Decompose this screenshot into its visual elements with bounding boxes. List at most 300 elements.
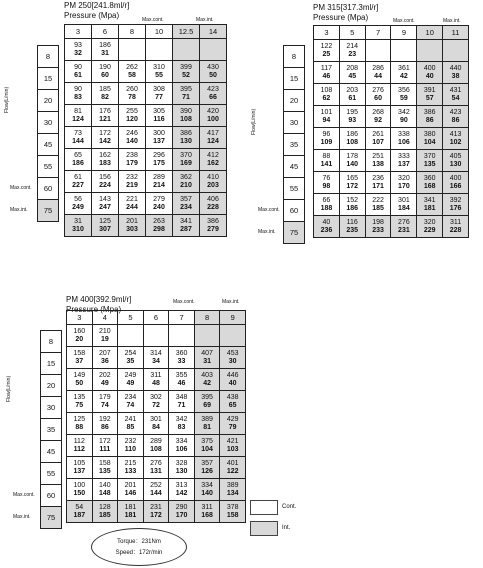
torque-value: 104: [423, 138, 436, 146]
torque-value: 240: [153, 203, 165, 211]
speed-value: 135: [73, 393, 86, 401]
speed-value: 108: [320, 86, 333, 94]
value-cell: [220, 457, 246, 479]
torque-value: 54: [451, 94, 460, 102]
value-cell: [146, 105, 173, 127]
value-cell: [417, 128, 443, 150]
value-cell: [92, 413, 118, 435]
value-cell: [169, 325, 195, 347]
torque-value: 46: [322, 72, 331, 80]
torque-value: 108: [346, 138, 359, 146]
speed-value: 31: [74, 217, 82, 225]
speed-value: 260: [126, 85, 138, 93]
speed-value: 215: [124, 459, 137, 467]
torque-value: 158: [226, 511, 239, 519]
pressure-header-cell: 6: [143, 311, 169, 325]
torque-value: 150: [73, 489, 86, 497]
speed-value: 399: [180, 63, 192, 71]
table-row: [67, 325, 246, 347]
torque-value: 137: [398, 160, 410, 168]
spec-oval: [91, 528, 187, 566]
speed-value: 234: [124, 393, 137, 401]
torque-value: 310: [72, 225, 84, 233]
torque-value: 135: [423, 160, 436, 168]
value-cell: [417, 150, 443, 172]
flow-cell: 30: [284, 112, 305, 134]
torque-value: 57: [425, 94, 434, 102]
value-cell: [143, 479, 169, 501]
value-cell: [314, 128, 340, 150]
value-cell: [119, 61, 146, 83]
value-cell: [67, 479, 93, 501]
pressure-header-cell: 6: [92, 25, 119, 39]
table-row: [67, 479, 246, 501]
table-row: [314, 84, 469, 106]
table-row: [314, 194, 469, 216]
speed-value: 446: [226, 371, 239, 379]
speed-value: 117: [320, 64, 332, 72]
torque-value: 181: [423, 204, 436, 212]
torque-value: 249: [72, 203, 84, 211]
speed-value: 289: [153, 173, 165, 181]
value-cell: [200, 193, 227, 215]
value-cell: [417, 194, 443, 216]
speed-value: 290: [175, 503, 188, 511]
torque-value: 121: [99, 115, 111, 123]
value-cell: [146, 171, 173, 193]
value-cell: [314, 84, 340, 106]
torque-value: 168: [201, 511, 213, 519]
table-row: [65, 39, 227, 61]
value-cell: [173, 193, 200, 215]
torque-value: 303: [126, 225, 138, 233]
value-cell: [443, 194, 469, 216]
value-cell: [67, 501, 93, 523]
torque-value: 185: [372, 204, 384, 212]
table-row: [67, 413, 246, 435]
pressure-header-cell: 8: [194, 311, 220, 325]
value-cell: [67, 457, 93, 479]
value-cell: [92, 39, 119, 61]
speed-value: 423: [207, 85, 219, 93]
torque-value: 144: [72, 137, 84, 145]
torque-value: 169: [180, 159, 192, 167]
speed-value: 172: [99, 437, 111, 445]
torque-value: 120: [126, 115, 138, 123]
value-cell: [92, 457, 118, 479]
value-cell: [200, 105, 227, 127]
torque-value: 140: [346, 160, 359, 168]
max-int-header: Max.int.: [222, 299, 240, 305]
speed-value: 421: [226, 437, 239, 445]
table-row: [314, 216, 469, 238]
value-cell: [173, 171, 200, 193]
torque-value: 20: [75, 335, 84, 343]
pressure-header-cell: 14: [200, 25, 227, 39]
torque-value: 58: [128, 71, 136, 79]
torque-value: 42: [203, 379, 211, 387]
value-cell: [200, 171, 227, 193]
torque-value: 23: [348, 50, 357, 58]
speed-value: 406: [207, 195, 219, 203]
value-cell: [92, 347, 118, 369]
torque-value: 94: [322, 116, 331, 124]
speed-value: 401: [226, 459, 239, 467]
table-row: [314, 172, 469, 194]
torque-value: 98: [322, 182, 331, 190]
value-cell: [365, 216, 391, 238]
legend-cont-swatch: [250, 500, 278, 515]
value-cell: [92, 171, 119, 193]
max-cont-header: Max.cont.: [173, 299, 195, 305]
value-cell: [173, 215, 200, 237]
value-cell: [194, 413, 220, 435]
motor-table-pm250: [0, 0, 240, 300]
speed-value: 386: [207, 217, 219, 225]
value-cell: [146, 127, 173, 149]
speed-value: 302: [150, 393, 162, 401]
speed-value: 222: [372, 196, 384, 204]
value-cell: [65, 127, 92, 149]
torque-value: 186: [72, 159, 84, 167]
value-cell: [339, 106, 365, 128]
value-cell: [443, 84, 469, 106]
flow-cell: 8: [284, 46, 305, 68]
value-cell: [65, 39, 92, 61]
torque-value: 229: [423, 226, 436, 234]
torque-value: 109: [320, 138, 333, 146]
pressure-header-cell: 8: [119, 25, 146, 39]
pressure-header-cell: 12.5: [173, 25, 200, 39]
speed-value: 221: [126, 195, 138, 203]
speed-value: 158: [99, 459, 111, 467]
flow-cell: 75: [41, 507, 62, 529]
value-cell: [169, 369, 195, 391]
speed-value: 179: [99, 393, 111, 401]
speed-value: 392: [449, 196, 462, 204]
speed-value: 400: [449, 174, 462, 182]
speed-value: 232: [126, 173, 138, 181]
speed-value: 176: [99, 107, 111, 115]
value-cell: [65, 215, 92, 237]
value-cell: [92, 325, 118, 347]
speed-value: 156: [99, 173, 111, 181]
speed-value: 207: [99, 349, 111, 357]
torque-value: 170: [175, 511, 188, 519]
speed-value: 370: [423, 152, 436, 160]
speed-value: 300: [153, 129, 165, 137]
value-cell: [119, 127, 146, 149]
value-cell: [339, 194, 365, 216]
speed-value: 342: [398, 108, 410, 116]
speed-value: 181: [124, 503, 137, 511]
flow-cell: 55: [284, 178, 305, 200]
value-cell: [443, 40, 469, 62]
speed-value: 125: [99, 217, 111, 225]
torque-value: 168: [423, 182, 436, 190]
torque-value: 188: [320, 204, 333, 212]
value-cell: [119, 215, 146, 237]
speed-value: 125: [73, 415, 86, 423]
value-cell: [65, 105, 92, 127]
value-cell: [365, 62, 391, 84]
pressure-header-cell: 9: [391, 26, 417, 40]
torque-value: 50: [75, 379, 84, 387]
value-cell: [314, 40, 340, 62]
value-cell: [92, 369, 118, 391]
speed-value: 100: [73, 481, 86, 489]
value-cell: [443, 172, 469, 194]
speed-value: 190: [99, 63, 111, 71]
value-cell: [65, 149, 92, 171]
value-cell: [194, 391, 220, 413]
torque-value: 100: [207, 115, 219, 123]
value-cell: [143, 347, 169, 369]
value-cell: [92, 479, 118, 501]
torque-value: 108: [150, 445, 162, 453]
torque-value: 144: [150, 489, 162, 497]
torque-value: 135: [99, 467, 111, 475]
max-cont-header: Max.cont.: [142, 17, 164, 23]
speed-value: 341: [423, 196, 436, 204]
torque-value: 65: [228, 401, 237, 409]
max-int-header: Max.int.: [196, 17, 214, 23]
speed-value: 81: [74, 107, 82, 115]
speed-value: 407: [201, 349, 213, 357]
torque-value: 247: [99, 203, 111, 211]
value-cell: [92, 391, 118, 413]
value-cell: [67, 391, 93, 413]
torque-value: 83: [177, 423, 186, 431]
legend-int-label: Int.: [282, 525, 291, 531]
motor-table-pm315: [245, 0, 483, 300]
speed-value: 301: [150, 415, 162, 423]
pressure-header-cell: 4: [92, 311, 118, 325]
value-cell: [365, 194, 391, 216]
block-title: PM 315[317.3ml/r]: [313, 3, 379, 12]
speed-value: 214: [346, 42, 359, 50]
value-cell: [417, 84, 443, 106]
max-int-header: Max.int.: [443, 18, 461, 24]
speed-value: 210: [99, 327, 111, 335]
table-row: [314, 150, 469, 172]
torque-value: 31: [101, 49, 109, 57]
value-cell: [220, 435, 246, 457]
torque-value: 203: [207, 181, 219, 189]
torque-value: 219: [126, 181, 138, 189]
speed-value: 453: [226, 349, 239, 357]
speed-value: 380: [423, 130, 436, 138]
torque-value: 84: [152, 423, 160, 431]
torque-value: 176: [449, 204, 462, 212]
torque-value: 61: [348, 94, 357, 102]
speed-value: 149: [73, 371, 86, 379]
speed-value: 165: [346, 174, 359, 182]
torque-value: 66: [209, 93, 217, 101]
value-cell: [92, 215, 119, 237]
flow-cell: 45: [41, 441, 62, 463]
speed-value: 440: [449, 64, 462, 72]
value-cell: [314, 172, 340, 194]
max-int-row-label: Max.int.: [10, 207, 28, 213]
torque-value: 69: [203, 401, 211, 409]
value-cell: [92, 61, 119, 83]
torque-value: 50: [209, 71, 217, 79]
torque-value: 148: [99, 489, 111, 497]
speed-value: 310: [153, 63, 165, 71]
speed-value: 334: [175, 437, 188, 445]
torque-value: 185: [99, 511, 111, 519]
speed-value: 420: [207, 107, 219, 115]
value-cell: [67, 347, 93, 369]
torque-value: 60: [101, 71, 109, 79]
torque-value: 138: [372, 160, 384, 168]
torque-value: 82: [101, 93, 109, 101]
pressure-header-cell: 9: [220, 311, 246, 325]
speed-value: 342: [175, 415, 188, 423]
flow-cell: 8: [41, 331, 62, 353]
table-row: [314, 62, 469, 84]
speed-value: 360: [423, 174, 436, 182]
pressure-header-cell: 3: [65, 25, 92, 39]
pressure-header-cell: 5: [339, 26, 365, 40]
value-cell: [391, 194, 417, 216]
speed-value: 254: [124, 349, 137, 357]
torque-value: 137: [73, 467, 86, 475]
torque-value: 32: [74, 49, 82, 57]
value-cell: [365, 84, 391, 106]
torque-value: 104: [201, 445, 213, 453]
speed-value: 276: [398, 218, 410, 226]
flow-cell: 35: [41, 419, 62, 441]
speed-value: 249: [124, 371, 137, 379]
table-row: [65, 149, 227, 171]
pressure-header-cell: 7: [169, 311, 195, 325]
torque-value: 116: [153, 115, 165, 123]
speed-value: 430: [207, 63, 219, 71]
torque-value: 19: [100, 335, 109, 343]
torque-value: 126: [201, 467, 213, 475]
speed-value: 90: [74, 63, 82, 71]
value-cell: [417, 62, 443, 84]
value-cell: [119, 83, 146, 105]
pressure-header-cell: 3: [314, 26, 340, 40]
flow-cell: 55: [41, 463, 62, 485]
value-cell: [169, 501, 195, 523]
speed-value: 400: [423, 64, 436, 72]
speed-value: 251: [372, 152, 384, 160]
torque-value: 74: [100, 401, 109, 409]
torque-value: 36: [100, 357, 109, 365]
value-cell: [220, 413, 246, 435]
value-cell: [200, 215, 227, 237]
torque-value: 124: [72, 115, 84, 123]
speed-value: 333: [398, 152, 410, 160]
speed-value: 378: [226, 503, 239, 511]
torque-value: 85: [126, 423, 135, 431]
value-cell: [365, 128, 391, 150]
value-cell: [314, 194, 340, 216]
value-cell: [143, 435, 169, 457]
value-cell: [92, 501, 118, 523]
speed-value: 160: [73, 327, 86, 335]
torque-value: 42: [400, 72, 408, 80]
value-cell: [118, 435, 144, 457]
value-cell: [194, 479, 220, 501]
torque-value: 210: [180, 181, 192, 189]
pressure-header-cell: 3: [67, 311, 93, 325]
torque-value: 175: [153, 159, 165, 167]
max-int-row-label: Max.int.: [13, 514, 31, 520]
speed-value: 76: [322, 174, 331, 182]
speed-value: 162: [99, 151, 111, 159]
speed-value: 122: [320, 42, 333, 50]
flow-axis-label: Flow(L/min): [6, 375, 12, 402]
speed-value: 276: [150, 459, 162, 467]
speed-value: 395: [180, 85, 192, 93]
speed-value: 232: [124, 437, 137, 445]
torque-value: 279: [207, 225, 219, 233]
value-cell: [339, 216, 365, 238]
speed-value: 390: [180, 107, 192, 115]
flow-cell: 15: [38, 68, 59, 90]
torque-value: 71: [182, 93, 190, 101]
value-cell: [391, 172, 417, 194]
value-cell: [314, 150, 340, 172]
torque-value: 140: [126, 137, 138, 145]
torque-value: 228: [207, 203, 219, 211]
torque-value: 110: [124, 445, 137, 453]
value-cell: [118, 413, 144, 435]
torque-value: 112: [73, 445, 85, 453]
speed-value: 90: [74, 85, 82, 93]
max-int-row-label: Max.int.: [258, 229, 276, 235]
speed-value: 313: [175, 481, 188, 489]
torque-value: 74: [126, 401, 135, 409]
value-cell: [67, 413, 93, 435]
torque-value: 166: [449, 182, 462, 190]
torque-value: 298: [153, 225, 165, 233]
pressure-label: Pressure (Mpa): [64, 11, 120, 20]
speed-value: 261: [372, 130, 384, 138]
torque-value: 108: [180, 115, 192, 123]
speed-value: 241: [124, 415, 137, 423]
value-cell: [391, 128, 417, 150]
torque-value: 244: [126, 203, 138, 211]
flow-cell: 15: [41, 353, 62, 375]
torque-value: 106: [398, 138, 410, 146]
value-cell: [220, 347, 246, 369]
speed-value: 203: [346, 86, 359, 94]
flow-axis-label: Flow(L/min): [251, 108, 257, 135]
torque-value: 34: [152, 357, 160, 365]
pressure-flow-table: [64, 24, 227, 237]
torque-value: 93: [348, 116, 357, 124]
speed-value: 311: [150, 371, 162, 379]
speed-value: 370: [180, 151, 192, 159]
table-row: [67, 435, 246, 457]
torque-value: 31: [203, 357, 211, 365]
table-row: [65, 193, 227, 215]
speed-text: Speed：172r/min: [115, 550, 163, 556]
torque-value: 78: [128, 93, 136, 101]
table-row: [65, 215, 227, 237]
value-cell: [443, 128, 469, 150]
torque-value: 59: [400, 94, 408, 102]
speed-value: 391: [423, 86, 436, 94]
value-cell: [173, 61, 200, 83]
value-cell: [391, 40, 417, 62]
